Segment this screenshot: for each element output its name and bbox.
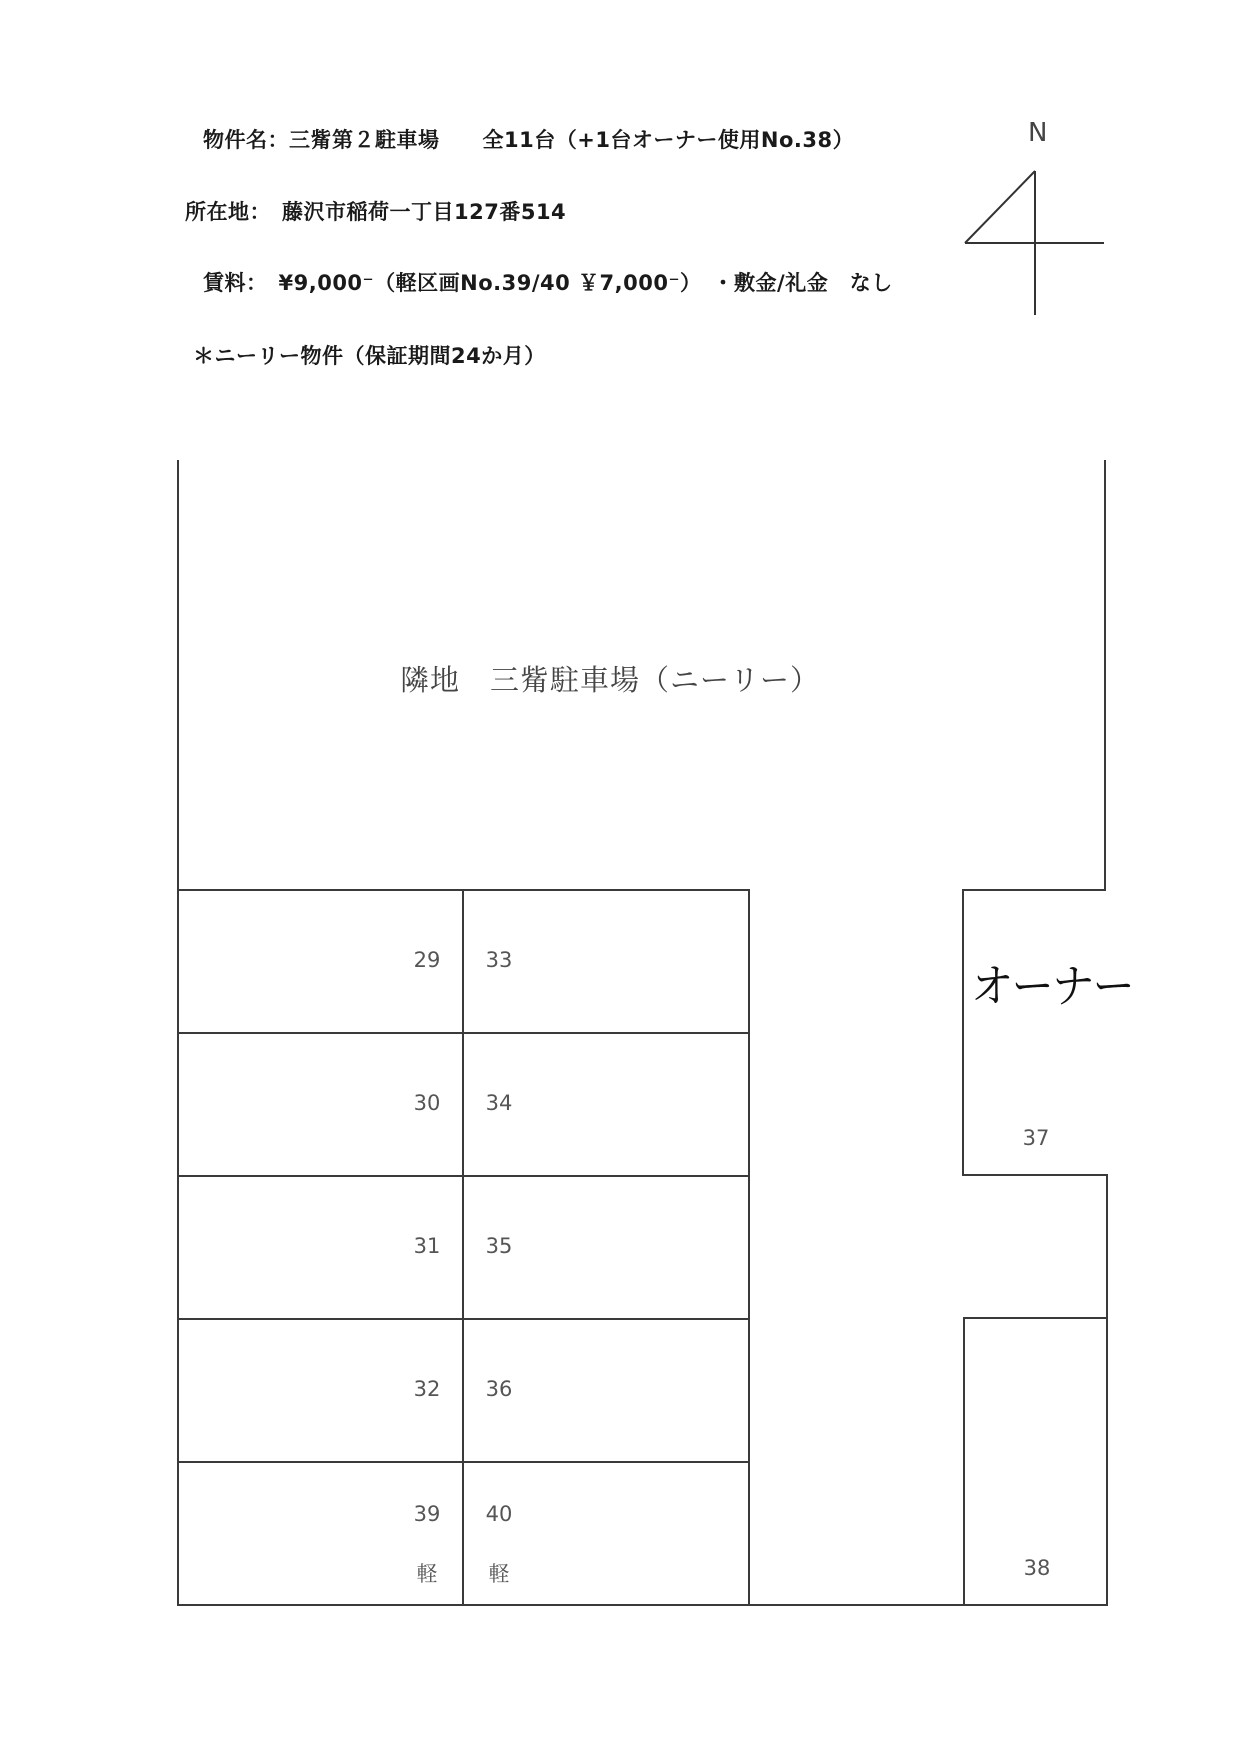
row-line-3 <box>177 1318 749 1320</box>
slot-38-top <box>963 1317 1108 1319</box>
slot-37-top <box>962 889 1106 891</box>
slot-30-number: 30 <box>413 1091 441 1115</box>
block-divider <box>462 889 464 1606</box>
slot-32-number: 32 <box>413 1377 441 1401</box>
boundary-bottom <box>177 1604 1108 1606</box>
compass-north-label: N <box>1028 118 1048 148</box>
property-name-line: 物件名：三觜第２駐車場 全11台（+1台オーナー使用No.38） <box>203 128 855 152</box>
slot-39-kei-label: 軽 <box>416 1562 438 1586</box>
neighbor-lot-label: 隣地 三觜駐車場（ニーリー） <box>400 663 821 697</box>
slot-38-left <box>963 1317 965 1606</box>
row-line-1 <box>177 1032 749 1034</box>
guarantee-note-line: ＊ニーリー物件（保証期間24か月） <box>193 344 546 368</box>
slot-37-bottom <box>962 1174 1106 1176</box>
slot-29-number: 29 <box>413 948 441 972</box>
slot-40-number: 40 <box>485 1502 513 1526</box>
rent-line: 賃料： ¥9,000⁻（軽区画No.39/40 ￥7,000⁻） ・敷金/礼金 なし <box>203 271 893 295</box>
row-line-2 <box>177 1175 749 1177</box>
slot-39-number: 39 <box>413 1502 441 1526</box>
slot-33-number: 33 <box>485 948 513 972</box>
slot-36-number: 36 <box>485 1377 513 1401</box>
boundary-right <box>1104 460 1106 890</box>
slot-34-number: 34 <box>485 1091 513 1115</box>
slot-40-kei-label: 軽 <box>488 1562 510 1586</box>
slot-37-left <box>962 889 964 1175</box>
owner-handwritten-note: オーナー <box>971 959 1133 1013</box>
block-right-edge <box>748 889 750 1606</box>
compass-arrow-icon <box>0 0 1242 400</box>
slot-31-number: 31 <box>413 1234 441 1258</box>
boundary-right-lower <box>1106 1174 1108 1606</box>
row-line-4 <box>177 1461 749 1463</box>
slot-38-number: 38 <box>1023 1556 1051 1580</box>
address-line: 所在地： 藤沢市稲荷一丁目127番514 <box>185 200 567 224</box>
slot-37-number: 37 <box>1022 1126 1050 1150</box>
slot-35-number: 35 <box>485 1234 513 1258</box>
